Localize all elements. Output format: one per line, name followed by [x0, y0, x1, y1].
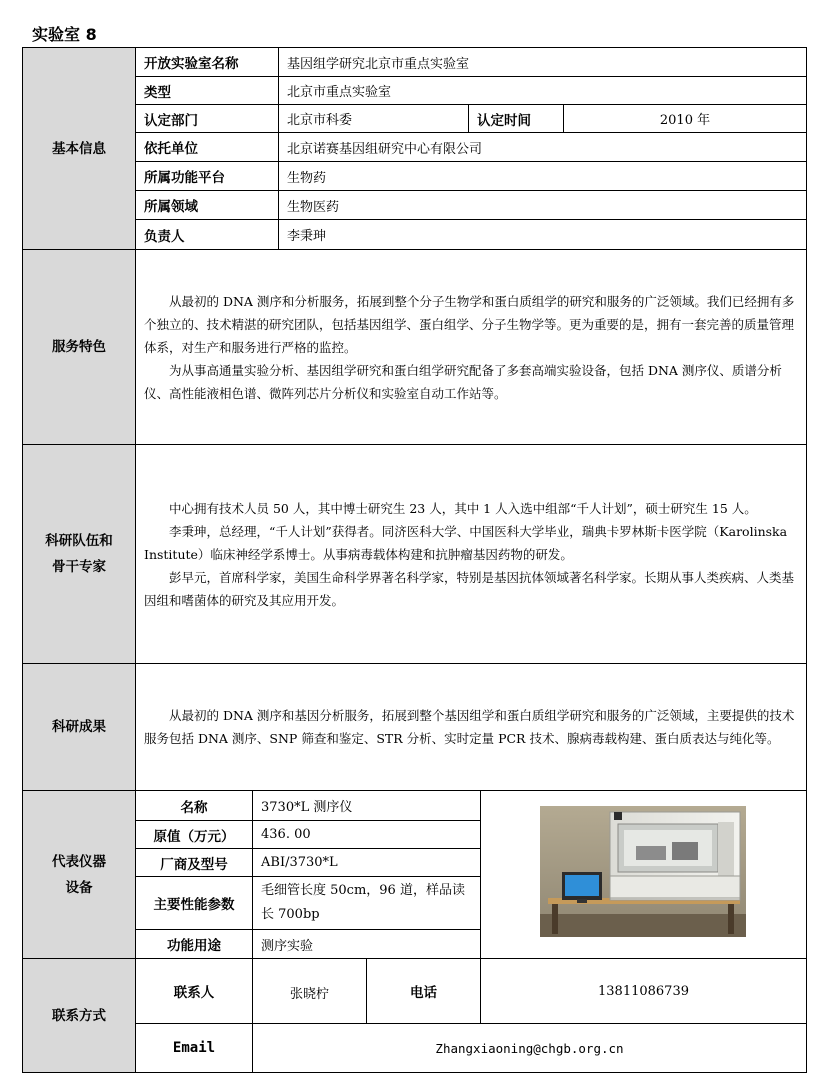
section-label-instrument: [22, 790, 136, 959]
section-label-basic-text: 基本信息: [52, 140, 106, 157]
value-type-text: 北京市重点实验室: [287, 85, 392, 100]
service-paragraph-2: 为从事高通量实验分析、基因组学研究和蛋白组学研究配备了多套高端实验设备，包括 DNA 测序仪、质谱分析仪、高性能液相色谱、微阵列芯片分析仪和实验室自动工作站等。: [144, 362, 782, 401]
value-head: [278, 219, 807, 250]
value-contact-phone: [480, 958, 807, 1024]
value-instrument-use-text: 测序实验: [261, 938, 314, 954]
label-field: [135, 190, 279, 220]
value-contact-email-text[interactable]: Zhangxiaoning@chgb.org.cn: [435, 1040, 624, 1056]
label-instrument-use-text: 功能用途: [167, 938, 221, 954]
page-title: 实验室 8: [32, 25, 97, 44]
label-type-text: 类型: [144, 84, 171, 101]
label-instrument-model: [135, 848, 253, 877]
label-time-text: 认定时间: [477, 112, 531, 129]
value-host-text: 北京诺赛基因组研究中心有限公司: [287, 141, 483, 157]
value-type: [278, 76, 807, 105]
team-paragraph-2: 李秉珅，总经理，“千人计划”获得者。同济医科大学、中国医科大学毕业，瑞典卡罗林斯卡医学院（Karolinska Institute）临床神经学系博士。从事病毒载体构建和抗肿瘤基因药物的研发。: [144, 523, 788, 562]
section-label-service-text: 服务特色: [52, 339, 106, 355]
label-instrument-perf: [135, 876, 253, 930]
label-instrument-name: [135, 790, 253, 821]
value-head-text: 李秉珅: [287, 229, 327, 244]
label-dept: [135, 104, 279, 133]
value-field-text: 生物医药: [287, 199, 340, 215]
section-label-instrument-line2: 设备: [65, 879, 93, 896]
section-label-basic: [22, 47, 136, 250]
label-lab-name: [135, 47, 279, 77]
label-host-text: 依托单位: [144, 141, 198, 157]
team-paragraph-3: 彭早元，首席科学家，美国生命科学界著名科学家，特别是基因抗体领域著名科学家。长期从事人类疾病、人类基因组和嗜菌体的研究及其应用开发。: [144, 569, 795, 608]
label-platform-text: 所属功能平台: [144, 170, 225, 186]
label-contact-person-text: 联系人: [173, 985, 215, 1001]
section-label-instrument-line1: 代表仪器: [52, 853, 106, 870]
label-type: [135, 76, 279, 105]
value-contact-phone-text: 13811086739: [598, 983, 689, 999]
team-content: [135, 444, 807, 664]
value-instrument-model-text: ABI/3730*L: [261, 855, 338, 870]
service-paragraph-1: 从最初的 DNA 测序和分析服务，拓展到整个分子生物学和蛋白质组学的研究和服务的广泛领域。我们已经拥有多个独立的、技术精湛的研究团队，包括基因组学、蛋白组学、分子生物学等。更为重要的是，拥有一套完善的质量管理体系，对生产和服务进行严格的监控。: [144, 293, 795, 355]
value-field: [278, 190, 807, 220]
label-contact-phone: [366, 958, 481, 1024]
value-lab-name: [278, 47, 807, 77]
results-paragraph-1: 从最初的 DNA 测序和基因分析服务，拓展到整个基因组学和蛋白质组学研究和服务的广泛领域，主要提供的技术服务包括 DNA 测序、SNP 筛查和鉴定、STR 分析、实时定量 PCR 技术、腺病毒载构建、蛋白质表达与纯化等。: [144, 708, 795, 746]
section-label-team: [22, 444, 136, 664]
section-label-results-text: 科研成果: [52, 719, 106, 735]
value-instrument-perf: [252, 876, 481, 930]
label-instrument-name-text: 名称: [180, 799, 208, 816]
label-dept-text: 认定部门: [144, 112, 198, 129]
sequencer-photo: [540, 806, 746, 937]
value-dept-text: 北京市科委: [287, 113, 353, 128]
label-field-text: 所属领域: [144, 199, 198, 215]
label-host: [135, 132, 279, 162]
value-contact-person-text: 张晓柠: [289, 987, 329, 1002]
value-instrument-price: [252, 820, 481, 849]
value-dept: [278, 104, 469, 133]
value-contact-email[interactable]: [252, 1023, 807, 1073]
value-time: [563, 104, 807, 133]
value-instrument-name-text: 3730*L 测序仪: [261, 800, 353, 815]
label-time: [468, 104, 564, 133]
label-platform: [135, 161, 279, 191]
value-platform: [278, 161, 807, 191]
section-label-contact: [22, 958, 136, 1073]
label-instrument-price-text: 原值（万元）: [153, 828, 235, 845]
section-label-results: [22, 663, 136, 791]
sequencer-illustration: [540, 806, 746, 937]
label-contact-email-text: Email: [172, 1040, 216, 1056]
section-label-team-line1: 科研队伍和: [45, 533, 113, 549]
label-instrument-use: [135, 929, 253, 959]
label-head: [135, 219, 279, 250]
service-content: [135, 249, 807, 445]
label-lab-name-text: 开放实验室名称: [144, 56, 239, 72]
value-instrument-perf-text: 毛细管长度 50cm，96 道，样品读长 700bp: [261, 883, 465, 922]
section-label-team-line2: 骨干专家: [52, 559, 106, 575]
label-instrument-perf-text: 主要性能参数: [153, 897, 235, 913]
value-instrument-use: [252, 929, 481, 959]
label-contact-email: [135, 1023, 253, 1073]
section-label-service: [22, 249, 136, 445]
label-contact-person: [135, 958, 253, 1024]
section-label-contact-text: 联系方式: [52, 1007, 106, 1024]
value-host: [278, 132, 807, 162]
value-time-text: 2010 年: [659, 113, 711, 128]
label-head-text: 负责人: [144, 228, 185, 245]
value-instrument-price-text: 436. 00: [261, 827, 311, 842]
value-contact-person: [252, 958, 367, 1024]
value-instrument-name: [252, 790, 481, 821]
label-instrument-price: [135, 820, 253, 849]
label-contact-phone-text: 电话: [410, 985, 437, 1001]
team-paragraph-1: 中心拥有技术人员 50 人，其中博士研究生 23 人，其中 1 人入选中组部“千人计划”，硕士研究生 15 人。: [169, 500, 757, 516]
value-instrument-model: [252, 848, 481, 877]
results-content: [135, 663, 807, 791]
label-instrument-model-text: 厂商及型号: [160, 856, 228, 873]
value-lab-name-text: 基因组学研究北京市重点实验室: [287, 56, 470, 72]
value-platform-text: 生物药: [287, 170, 327, 186]
